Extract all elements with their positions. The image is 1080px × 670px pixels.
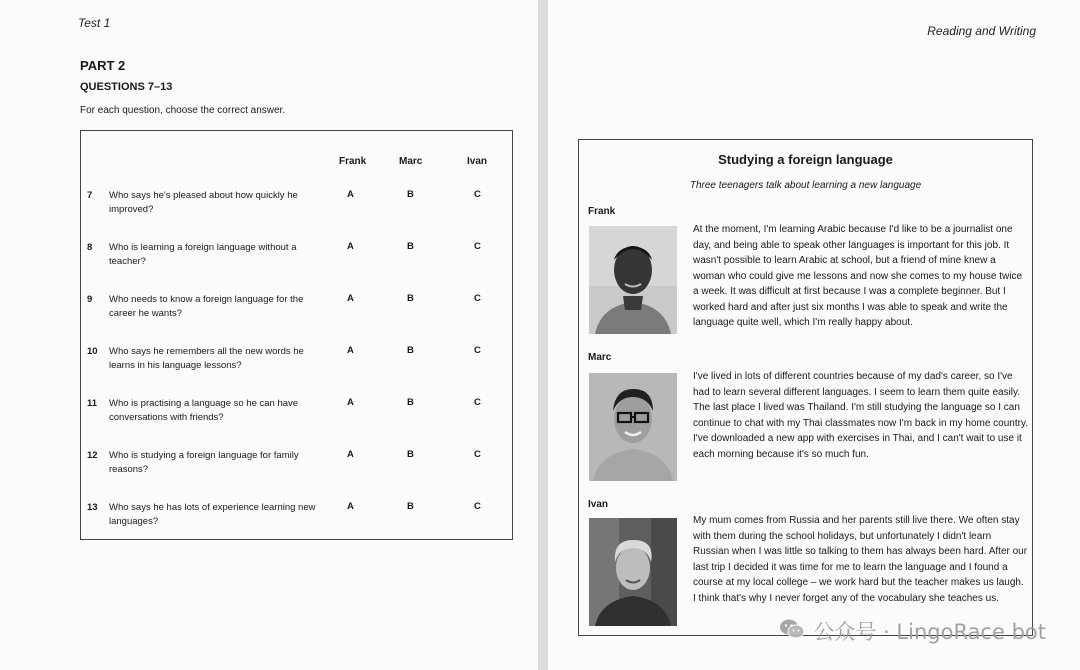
running-head-right: Reading and Writing [927, 24, 1036, 38]
option-b[interactable]: B [407, 345, 414, 356]
option-c[interactable]: C [474, 345, 481, 356]
watermark [779, 616, 1046, 646]
option-c[interactable]: C [474, 449, 481, 460]
column-header-frank: Frank [339, 156, 367, 167]
option-a[interactable]: A [347, 501, 354, 512]
text-title: Studying a foreign language [718, 152, 893, 167]
question-text: Who says he has lots of experience learning new languages? [109, 502, 316, 527]
question-row [81, 187, 512, 227]
option-a[interactable]: A [347, 241, 354, 252]
option-c[interactable]: C [474, 293, 481, 304]
question-number: 11 [87, 398, 98, 409]
option-c[interactable]: C [474, 241, 481, 252]
option-a[interactable]: A [347, 293, 354, 304]
question-number: 7 [87, 190, 93, 201]
question-row [81, 291, 512, 331]
reading-text-box [578, 139, 1033, 636]
passage-frank: At the moment, I'm learning Arabic because I'd like to be a journalist one day, and being able to speak other languages is important for this job. It wasn't possible to learn Arabic at school, but a friend of mine knew a woman who could give me lessons and now she comes to my house twice a week. It was difficult at first because I was a complete beginner. But I worked hard and after just six months I was able to speak and write the language quite well, which I'm really happy about. [693, 224, 1023, 328]
passage-marc: I've lived in lots of different countries because of my dad's career, so I've had to learn several different languages. I seem to learn them quite easily. The last place I lived was Thailand. I'm still studying the language so I can continue to chat with my Thai classmates now I'm back in my home country. I've downloaded a new app with exercises in Thai, and I can't wait to use it each morning because it's so much fun. [693, 371, 1029, 460]
question-row [81, 239, 512, 279]
column-header-ivan: Ivan [467, 156, 488, 167]
questions-range: QUESTIONS 7–13 [80, 81, 173, 93]
option-a[interactable]: A [347, 397, 354, 408]
question-text: Who is learning a foreign language without a teacher? [109, 242, 297, 267]
option-a[interactable]: A [347, 449, 354, 460]
question-row [81, 447, 512, 487]
question-text: Who is practising a language so he can have conversations with friends? [109, 398, 299, 423]
wechat-icon [779, 618, 805, 645]
question-number: 10 [87, 346, 98, 357]
question-row [81, 395, 512, 435]
photo-frank [589, 226, 677, 334]
question-row [81, 499, 512, 539]
questions-table [80, 130, 513, 540]
option-b[interactable]: B [407, 241, 414, 252]
running-head-left: Test 1 [78, 16, 111, 30]
speaker-name-ivan: Ivan [588, 499, 609, 510]
option-b[interactable]: B [407, 501, 414, 512]
question-text: Who needs to know a foreign language for the career he wants? [109, 294, 304, 319]
photo-marc [589, 373, 677, 481]
question-number: 8 [87, 242, 93, 253]
instruction: For each question, choose the correct answer. [80, 105, 286, 116]
option-b[interactable]: B [407, 293, 414, 304]
question-text: Who is studying a foreign language for family reasons? [109, 450, 299, 475]
option-b[interactable]: B [407, 397, 414, 408]
question-text: Who says he's pleased about how quickly he improved? [109, 190, 298, 215]
question-number: 13 [87, 502, 98, 513]
option-a[interactable]: A [347, 189, 354, 200]
question-text: Who says he remembers all the new words he learns in his language lessons? [109, 346, 304, 371]
option-b[interactable]: B [407, 449, 414, 460]
text-subtitle: Three teenagers talk about learning a new language [689, 180, 922, 191]
photo-ivan [589, 518, 677, 626]
speaker-name-frank: Frank [588, 206, 616, 217]
question-row [81, 343, 512, 383]
option-c[interactable]: C [474, 501, 481, 512]
column-header-marc: Marc [399, 156, 423, 167]
option-c[interactable]: C [474, 397, 481, 408]
option-c[interactable]: C [474, 189, 481, 200]
passage-ivan: My mum comes from Russia and her parents still live there. We often stay with them during the school holidays, but unfortunately I didn't learn Russian when I was little so talking to them has always been hard. After our last trip I decided it was time for me to learn the language and I found a course at my local college – we work hard but the teacher makes us laugh. I think that's why I never forget any of the vocabulary she teaches us. [693, 515, 1028, 604]
question-number: 9 [87, 294, 93, 305]
option-a[interactable]: A [347, 345, 354, 356]
watermark-text: 公众号 · LingoRace bot [813, 620, 1046, 644]
part-title: PART 2 [80, 58, 126, 73]
speaker-name-marc: Marc [588, 352, 612, 363]
right-page [548, 0, 1080, 670]
question-number: 12 [87, 450, 98, 461]
left-page [0, 0, 538, 670]
option-b[interactable]: B [407, 189, 414, 200]
